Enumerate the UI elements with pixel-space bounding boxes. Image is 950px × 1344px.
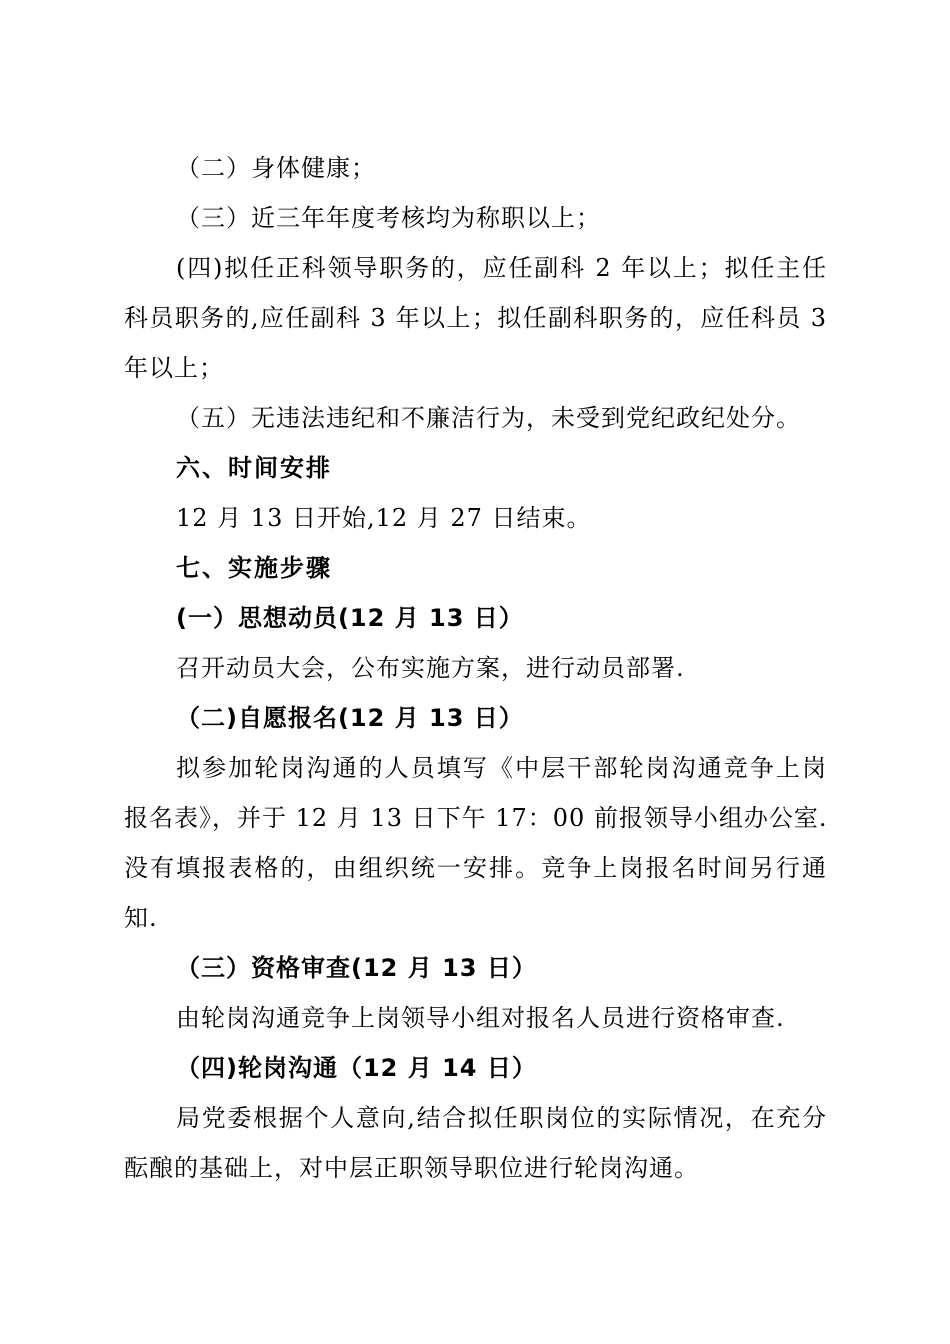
step-4-line1: 局党委根据个人意向,结合拟任职岗位的实际情况，在充分 — [176, 1104, 827, 1132]
step-heading-3: （三）资格审查(12 月 13 日） — [176, 954, 537, 982]
section-heading-6: 六、时间安排 — [176, 454, 332, 482]
section-heading-7: 七、实施步骤 — [176, 554, 332, 582]
item-condition-4-line3: 年以上； — [124, 354, 224, 382]
item-condition-4-line1: (四)拟任正科领导职务的，应任副科 2 年以上；拟任主任 — [176, 254, 827, 282]
item-condition-2: （二）身体健康； — [176, 154, 376, 182]
step-1-text: 召开动员大会，公布实施方案，进行动员部署. — [176, 654, 685, 682]
step-2-line4: 知. — [124, 904, 158, 932]
item-condition-5: （五）无违法违纪和不廉洁行为，未受到党纪政纪处分。 — [176, 404, 801, 432]
step-heading-1: (一）思想动员(12 月 13 日） — [176, 604, 524, 632]
item-condition-3: （三）近三年年度考核均为称职以上； — [176, 204, 601, 232]
schedule-text: 12 月 13 日开始,12 月 27 日结束。 — [176, 504, 592, 532]
step-heading-4: （四)轮岗沟通（12 月 14 日） — [176, 1054, 537, 1082]
step-2-line1: 拟参加轮岗沟通的人员填写《中层干部轮岗沟通竞争上岗 — [176, 754, 827, 782]
step-3-text: 由轮岗沟通竞争上岗领导小组对报名人员进行资格审查. — [176, 1004, 785, 1032]
step-2-line3: 没有填报表格的，由组织统一安排。竞争上岗报名时间另行通 — [124, 854, 827, 882]
step-4-line2: 酝酿的基础上，对中层正职领导职位进行轮岗沟通。 — [124, 1154, 699, 1182]
step-heading-2: （二)自愿报名(12 月 13 日） — [176, 704, 524, 732]
item-condition-4-line2: 科员职务的,应任副科 3 年以上；拟任副科职务的，应任科员 3 — [124, 304, 827, 332]
step-2-line2: 报名表》，并于 12 月 13 日下午 17：00 前报领导小组办公室. — [124, 804, 828, 832]
